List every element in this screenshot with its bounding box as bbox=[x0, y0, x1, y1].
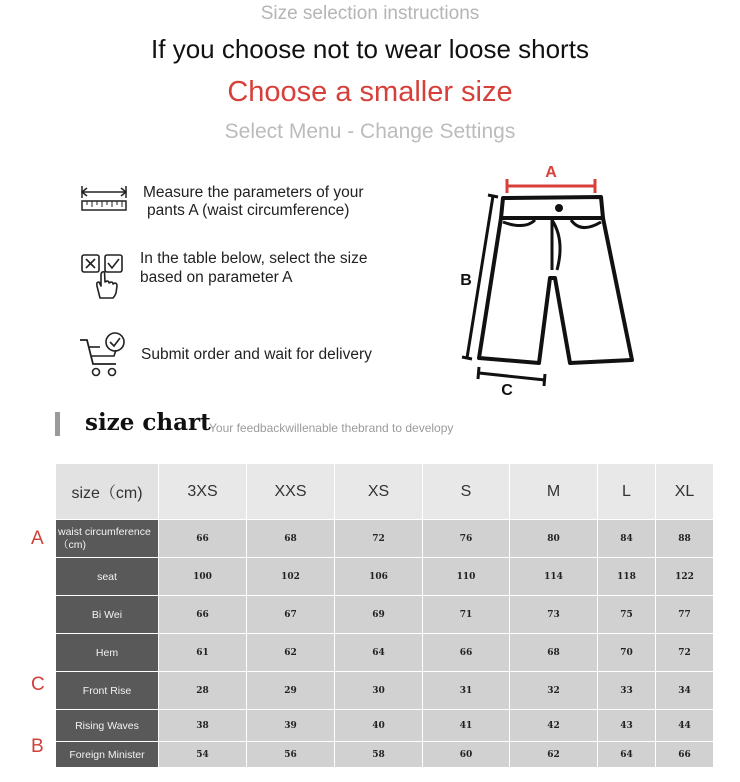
step-measure-line1: Measure the parameters of your bbox=[143, 184, 364, 201]
step-measure-line2: pants A (waist circumference) bbox=[147, 202, 350, 219]
measurement-value: 76 bbox=[423, 520, 510, 558]
measurement-value: 43 bbox=[598, 710, 656, 742]
measurement-value: 39 bbox=[247, 710, 335, 742]
measurement-value: 58 bbox=[335, 742, 423, 768]
size-chart-subtitle: Your feedbackwillenable thebrand to developy bbox=[209, 421, 454, 435]
table-row bbox=[56, 634, 714, 672]
side-label-b: B bbox=[31, 736, 44, 757]
table-row bbox=[56, 596, 714, 634]
measurement-value: 106 bbox=[335, 558, 423, 596]
measurement-value: 62 bbox=[247, 634, 335, 672]
measurement-value: 67 bbox=[247, 596, 335, 634]
measurement-label: Bi Wei bbox=[56, 596, 159, 634]
measurement-value: 75 bbox=[598, 596, 656, 634]
measurement-label: Hem bbox=[56, 634, 159, 672]
measurement-value: 64 bbox=[335, 634, 423, 672]
select-menu-hint: Select Menu - Change Settings bbox=[224, 120, 516, 143]
size-header-label: size（cm) bbox=[56, 464, 159, 520]
measurement-value: 66 bbox=[159, 596, 247, 634]
size-column-header: XXS bbox=[247, 464, 335, 520]
measurement-value: 77 bbox=[656, 596, 714, 634]
measurement-value: 69 bbox=[335, 596, 423, 634]
table-row bbox=[56, 742, 714, 768]
table-header-row bbox=[56, 464, 714, 520]
measurement-value: 54 bbox=[159, 742, 247, 768]
measurement-value: 41 bbox=[423, 710, 510, 742]
measurement-value: 71 bbox=[423, 596, 510, 634]
measurement-value: 38 bbox=[159, 710, 247, 742]
measurement-value: 29 bbox=[247, 672, 335, 710]
measurement-value: 68 bbox=[247, 520, 335, 558]
measurement-value: 62 bbox=[510, 742, 598, 768]
measurement-value: 64 bbox=[598, 742, 656, 768]
measurement-value: 72 bbox=[335, 520, 423, 558]
table-row bbox=[56, 558, 714, 596]
measurement-value: 40 bbox=[335, 710, 423, 742]
measurement-value: 32 bbox=[510, 672, 598, 710]
measurement-value: 61 bbox=[159, 634, 247, 672]
measurement-value: 70 bbox=[598, 634, 656, 672]
step-select-line1: In the table below, select the size bbox=[140, 250, 368, 267]
measurement-value: 72 bbox=[656, 634, 714, 672]
measurement-label: Front Rise bbox=[56, 672, 159, 710]
diagram-label-c: C bbox=[501, 382, 513, 399]
step-submit-line1: Submit order and wait for delivery bbox=[141, 346, 372, 363]
main-heading: If you choose not to wear loose shorts bbox=[151, 34, 589, 64]
measurement-value: 110 bbox=[423, 558, 510, 596]
size-column-header: 3XS bbox=[159, 464, 247, 520]
chart-accent-bar bbox=[55, 412, 60, 436]
measurement-value: 66 bbox=[423, 634, 510, 672]
size-chart-title: size chart bbox=[85, 409, 211, 436]
measurement-value: 66 bbox=[656, 742, 714, 768]
diagram-label-b: B bbox=[460, 272, 472, 289]
table-row bbox=[56, 672, 714, 710]
side-label-a: A bbox=[31, 528, 44, 549]
size-column-header: L bbox=[598, 464, 656, 520]
side-label-c: C bbox=[31, 674, 45, 695]
instructions-title: Size selection instructions bbox=[260, 3, 480, 24]
measurement-value: 73 bbox=[510, 596, 598, 634]
measurement-value: 34 bbox=[656, 672, 714, 710]
measurement-value: 60 bbox=[423, 742, 510, 768]
measurement-value: 102 bbox=[247, 558, 335, 596]
table-row bbox=[56, 710, 714, 742]
measurement-label: seat bbox=[56, 558, 159, 596]
measurement-label: Foreign Minister bbox=[56, 742, 159, 768]
table-row bbox=[56, 520, 714, 558]
measurement-value: 122 bbox=[656, 558, 714, 596]
measurement-label: Rising Waves bbox=[56, 710, 159, 742]
measurement-value: 100 bbox=[159, 558, 247, 596]
measurement-value: 68 bbox=[510, 634, 598, 672]
measurement-value: 118 bbox=[598, 558, 656, 596]
size-column-header: S bbox=[423, 464, 510, 520]
size-table bbox=[55, 463, 714, 768]
measurement-value: 44 bbox=[656, 710, 714, 742]
select-checkbox-icon bbox=[80, 250, 128, 300]
choose-smaller-size: Choose a smaller size bbox=[227, 76, 513, 108]
shorts-measurement-diagram bbox=[455, 160, 645, 405]
size-column-header: XS bbox=[335, 464, 423, 520]
measurement-value: 80 bbox=[510, 520, 598, 558]
measurement-value: 66 bbox=[159, 520, 247, 558]
measurement-value: 28 bbox=[159, 672, 247, 710]
diagram-label-a: A bbox=[545, 164, 557, 181]
measurement-label: waist circumference（cm) bbox=[56, 520, 159, 558]
step-select-line2: based on parameter A bbox=[140, 269, 293, 286]
measurement-value: 84 bbox=[598, 520, 656, 558]
measurement-value: 31 bbox=[423, 672, 510, 710]
size-column-header: XL bbox=[656, 464, 714, 520]
size-column-header: M bbox=[510, 464, 598, 520]
shopping-cart-check-icon bbox=[78, 330, 128, 380]
measurement-value: 33 bbox=[598, 672, 656, 710]
ruler-icon bbox=[80, 183, 128, 213]
measurement-value: 56 bbox=[247, 742, 335, 768]
measurement-value: 42 bbox=[510, 710, 598, 742]
measurement-value: 88 bbox=[656, 520, 714, 558]
measurement-value: 30 bbox=[335, 672, 423, 710]
measurement-value: 114 bbox=[510, 558, 598, 596]
